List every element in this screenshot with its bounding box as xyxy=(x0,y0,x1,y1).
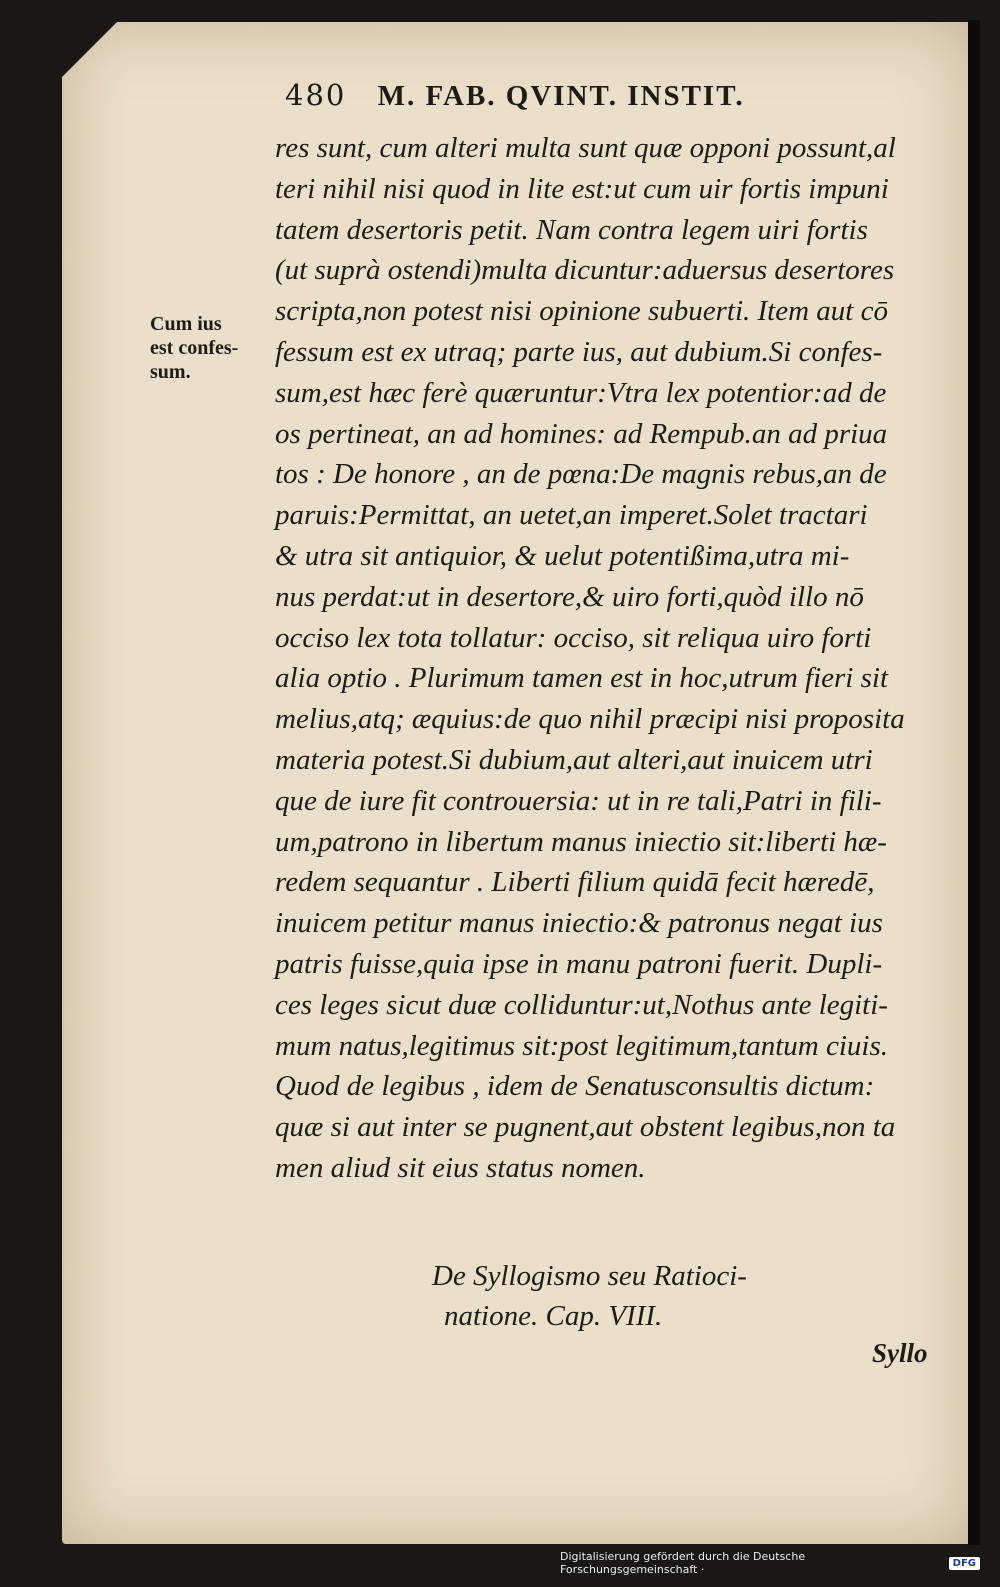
margin-note-line: Cum ius xyxy=(150,313,222,335)
text-line: alia optio . Plurimum tamen est in hoc,utrum fieri sit xyxy=(275,662,889,695)
text-line: ces leges sicut duæ colliduntur:ut,Nothus ante legiti- xyxy=(275,988,888,1021)
margin-note xyxy=(150,312,262,384)
dfg-logo: DFG xyxy=(949,1557,980,1570)
text-line: paruis:Permittat, an uetet,an imperet.Solet tractari xyxy=(275,499,868,532)
text-line: occiso lex tota tollatur: occiso, sit reliqua uiro forti xyxy=(275,621,872,654)
text-line: materia potest.Si dubium,aut alteri,aut inuicem utri xyxy=(275,743,873,776)
text-line: um,patrono in libertum manus iniectio sit:liberti hæ- xyxy=(275,825,887,858)
text-line: Quod de legibus , idem de Senatusconsultis dictum: xyxy=(275,1070,875,1103)
running-title: M. FAB. QVINT. INSTIT. xyxy=(377,80,745,112)
text-line: res sunt, cum alteri multa sunt quæ opponi possunt,al xyxy=(275,132,896,164)
text-line: fessum est ex utraq; parte ius, aut dubium.Si confes- xyxy=(275,335,883,368)
chapter-heading-line-2: natione. Cap. VIII. xyxy=(444,1300,663,1332)
catchword: Syllo xyxy=(872,1338,928,1368)
text-line: quæ si aut inter se pugnent,aut obstent legibus,non ta xyxy=(275,1111,896,1144)
text-line: teri nihil nisi quod in lite est:ut cum uir fortis impuni xyxy=(275,172,889,205)
text-line: inuicem petitur manus iniectio:& patronus negat ius xyxy=(275,907,883,940)
text-line: que de iure fit controuersia: ut in re tali,Patri in fili- xyxy=(275,784,882,817)
text-line: & utra sit antiquior, & uelut potentißima,utra mi- xyxy=(275,539,850,572)
text-line: sum,est hæc ferè quæruntur:Vtra lex potentior:ad de xyxy=(275,376,887,409)
text-line: nus perdat:ut in desertore,& uiro forti,quòd illo nō xyxy=(275,580,864,613)
text-line: tatem desertoris petit. Nam contra legem uiri fortis xyxy=(275,213,868,246)
text-line: scripta,non potest nisi opinione subuerti. Item aut cō xyxy=(275,295,888,328)
main-text xyxy=(275,128,955,1189)
page-edge-shadow xyxy=(968,20,980,1545)
text-line: men aliud sit eius status nomen. xyxy=(275,1151,646,1184)
margin-note-line: sum. xyxy=(150,361,191,383)
text-line: tos : De honore , an de pœna:De magnis rebus,an de xyxy=(275,458,887,491)
margin-note-line: est confes- xyxy=(150,337,239,359)
text-line: melius,atq; æquius:de quo nihil præcipi nisi proposita xyxy=(275,703,905,736)
running-header xyxy=(285,78,945,113)
text-line: mum natus,legitimus sit:post legitimum,tantum ciuis. xyxy=(275,1029,889,1062)
funding-credit: Digitalisierung gefördert durch die Deutsche Forschungsgemeinschaft · xyxy=(560,1550,806,1576)
text-line: redem sequantur . Liberti filium quidā fecit hæredē, xyxy=(275,866,875,899)
text-line: (ut suprà ostendi)multa dicuntur:aduersus desertores xyxy=(275,254,895,287)
text-line: os pertineat, an ad homines: ad Rempub.an ad priua xyxy=(275,417,888,450)
page-number: 480 xyxy=(285,78,347,112)
text-line: patris fuisse,quia ipse in manu patroni fuerit. Dupli- xyxy=(275,947,883,980)
chapter-heading xyxy=(400,1256,850,1336)
digitization-footer xyxy=(560,1548,980,1578)
chapter-heading-line-1: De Syllogismo seu Ratioci- xyxy=(432,1260,747,1292)
folded-corner xyxy=(62,22,117,77)
